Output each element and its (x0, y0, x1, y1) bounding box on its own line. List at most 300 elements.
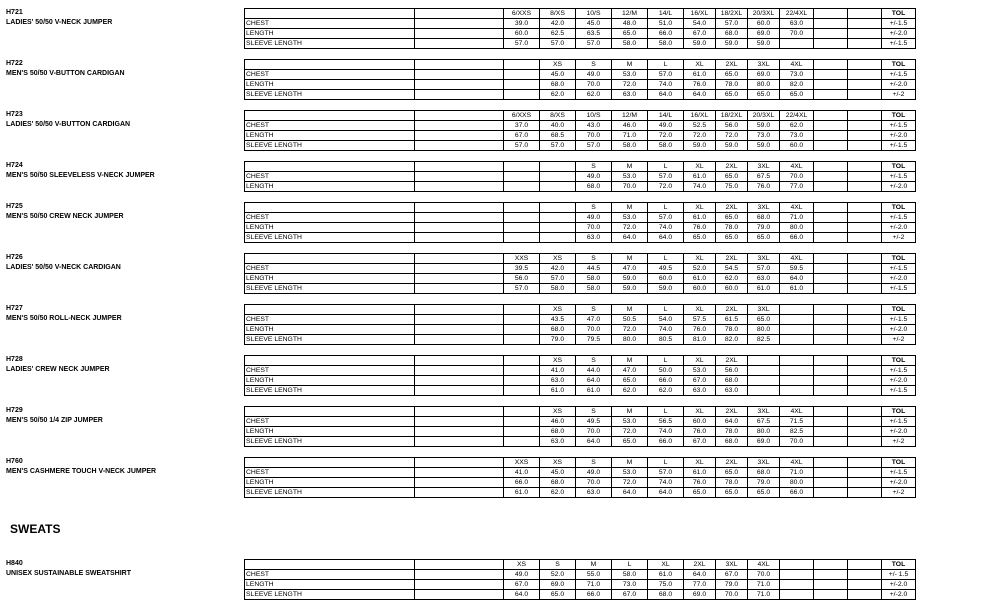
size-label: 3XL (748, 407, 780, 417)
measurement-value: 42.0 (540, 264, 576, 274)
measurement-value: 44.5 (576, 264, 612, 274)
measurement-value: 60.0 (716, 284, 748, 294)
size-label: 6/XXS (504, 111, 540, 121)
size-label (848, 162, 882, 172)
measurement-value: 47.0 (612, 366, 648, 376)
size-header-row (245, 9, 949, 19)
measurement-value: 70.0 (748, 570, 780, 580)
empty-cell (415, 417, 504, 427)
measurement-value: 70.0 (576, 325, 612, 335)
measurement-value: 72.0 (716, 131, 748, 141)
size-label (814, 356, 848, 366)
measurement-value: 64.0 (612, 233, 648, 243)
measurement-value (504, 182, 540, 192)
size-label: 4XL (780, 203, 814, 213)
measurement-value (848, 141, 882, 151)
empty-cell (415, 213, 504, 223)
size-table (244, 202, 949, 243)
measurement-value: 57.0 (716, 19, 748, 29)
label-cell (245, 9, 415, 19)
tol-header: TOL (882, 111, 916, 121)
empty-cell (415, 80, 504, 90)
measurement-row (245, 580, 949, 590)
measurement-value: 64.0 (684, 570, 716, 580)
measurement-value: 72.0 (612, 223, 648, 233)
measurement-row (245, 478, 949, 488)
tol-header: TOL (882, 560, 916, 570)
measurement-label: SLEEVE LENGTH (245, 335, 415, 345)
measurement-value: 57.0 (540, 141, 576, 151)
tolerance-value: +/-1.5 (882, 315, 916, 325)
measurement-value (814, 427, 848, 437)
product-code: H725 (6, 203, 23, 210)
measurement-value (814, 376, 848, 386)
measurement-value: 58.0 (576, 284, 612, 294)
measurement-value (814, 488, 848, 498)
tol-header: TOL (882, 60, 916, 70)
size-label: 22/4XL (780, 111, 814, 121)
measurement-row (245, 417, 949, 427)
measurement-value (504, 223, 540, 233)
measurement-value: 74.0 (648, 325, 684, 335)
measurement-value (848, 478, 882, 488)
measurement-value (540, 223, 576, 233)
size-label: XL (684, 305, 716, 315)
measurement-value (814, 264, 848, 274)
measurement-value (504, 427, 540, 437)
measurement-value (814, 478, 848, 488)
measurement-value: 60.0 (780, 141, 814, 151)
measurement-value (748, 376, 780, 386)
empty-cell (415, 356, 504, 366)
size-table (244, 406, 949, 447)
measurement-value (848, 427, 882, 437)
measurement-value: 68.0 (716, 376, 748, 386)
measurement-value: 70.0 (780, 437, 814, 447)
measurement-row (245, 264, 949, 274)
size-label: 18/2XL (716, 9, 748, 19)
measurement-value: 82.5 (748, 335, 780, 345)
size-table (244, 457, 949, 498)
measurement-value: 50.5 (612, 315, 648, 325)
measurement-value: 69.0 (748, 437, 780, 447)
measurement-value: 58.0 (612, 570, 648, 580)
measurement-value: 71.0 (780, 468, 814, 478)
measurement-row (245, 141, 949, 151)
size-label: L (648, 305, 684, 315)
measurement-label: LENGTH (245, 274, 415, 284)
measurement-value (848, 468, 882, 478)
size-label: L (648, 203, 684, 213)
product-name: MEN'S 50/50 V-BUTTON CARDIGAN (6, 70, 125, 77)
measurement-value (814, 570, 848, 580)
measurement-value (504, 417, 540, 427)
size-label (504, 203, 540, 213)
size-label: L (648, 60, 684, 70)
size-label (848, 560, 882, 570)
size-label (814, 203, 848, 213)
measurement-value: 69.0 (684, 590, 716, 600)
measurement-value: 61.0 (684, 172, 716, 182)
size-label: M (612, 162, 648, 172)
measurement-value: 57.5 (684, 315, 716, 325)
size-label: XS (540, 407, 576, 417)
measurement-value: 41.0 (540, 366, 576, 376)
measurement-value: 59.0 (748, 141, 780, 151)
measurement-value: 72.0 (684, 131, 716, 141)
tol-header: TOL (882, 162, 916, 172)
measurement-label: CHEST (245, 264, 415, 274)
measurement-value: 65.0 (612, 29, 648, 39)
measurement-value: 61.0 (684, 213, 716, 223)
product-code: H727 (6, 305, 23, 312)
measurement-value: 59.0 (748, 121, 780, 131)
empty-cell (415, 9, 504, 19)
size-header-row (245, 254, 949, 264)
measurement-label: SLEEVE LENGTH (245, 141, 415, 151)
measurement-value: 47.0 (612, 264, 648, 274)
size-label: 4XL (780, 458, 814, 468)
measurement-value (814, 80, 848, 90)
measurement-value (848, 274, 882, 284)
tolerance-value: +/-2 (882, 488, 916, 498)
measurement-value: 67.0 (504, 131, 540, 141)
measurement-row (245, 70, 949, 80)
measurement-label: CHEST (245, 417, 415, 427)
measurement-value (504, 315, 540, 325)
measurement-value: 72.0 (612, 80, 648, 90)
size-label: 4XL (780, 407, 814, 417)
size-label (780, 560, 814, 570)
measurement-value: 58.0 (576, 274, 612, 284)
measurement-value: 79.0 (748, 478, 780, 488)
tolerance-value: +/-1.5 (882, 366, 916, 376)
measurement-value: 67.5 (748, 172, 780, 182)
tol-header: TOL (882, 203, 916, 213)
tolerance-value: +/-1.5 (882, 39, 916, 49)
measurement-value (814, 121, 848, 131)
measurement-value: 70.0 (576, 223, 612, 233)
measurement-value: 57.0 (504, 284, 540, 294)
measurement-value: 73.0 (748, 131, 780, 141)
measurement-value: 63.0 (716, 386, 748, 396)
size-label: L (648, 407, 684, 417)
size-table (244, 559, 949, 600)
measurement-value: 60.0 (684, 417, 716, 427)
size-label: XS (540, 305, 576, 315)
measurement-value: 65.0 (716, 233, 748, 243)
measurement-value: 59.0 (612, 284, 648, 294)
measurement-value (848, 39, 882, 49)
size-label: L (648, 254, 684, 264)
measurement-value (814, 213, 848, 223)
empty-cell (415, 284, 504, 294)
product-code: H723 (6, 111, 23, 118)
size-label: 4XL (780, 60, 814, 70)
size-label: 12/M (612, 111, 648, 121)
size-label (504, 60, 540, 70)
size-label: 4XL (780, 162, 814, 172)
size-header-row (245, 458, 949, 468)
measurement-value: 57.0 (504, 39, 540, 49)
empty-cell (415, 468, 504, 478)
tolerance-value: +/-1.5 (882, 70, 916, 80)
size-label (540, 162, 576, 172)
measurement-row (245, 90, 949, 100)
measurement-value: 45.0 (540, 70, 576, 80)
measurement-label: CHEST (245, 468, 415, 478)
measurement-value: 68.0 (540, 325, 576, 335)
measurement-value: 70.0 (612, 182, 648, 192)
tolerance-value: +/-2.0 (882, 29, 916, 39)
measurement-value (814, 172, 848, 182)
tolerance-value: +/-2 (882, 233, 916, 243)
measurement-label: LENGTH (245, 478, 415, 488)
size-label: XL (684, 203, 716, 213)
size-label: L (612, 560, 648, 570)
measurement-value: 74.0 (648, 80, 684, 90)
measurement-value: 77.0 (684, 580, 716, 590)
measurement-value: 45.0 (576, 19, 612, 29)
measurement-value: 59.0 (648, 284, 684, 294)
measurement-value (780, 376, 814, 386)
empty-cell (415, 223, 504, 233)
empty-cell (415, 458, 504, 468)
empty-cell (415, 590, 504, 600)
measurement-value: 68.0 (716, 29, 748, 39)
measurement-value (780, 590, 814, 600)
measurement-value: 70.0 (780, 172, 814, 182)
measurement-value: 57.0 (504, 141, 540, 151)
tolerance-value: +/-1.5 (882, 213, 916, 223)
measurement-value: 58.0 (612, 141, 648, 151)
size-label: 12/M (612, 9, 648, 19)
measurement-value: 69.0 (748, 70, 780, 80)
tol-header: TOL (882, 458, 916, 468)
size-header-row (245, 407, 949, 417)
size-label: M (612, 60, 648, 70)
tolerance-value: +/-2.0 (882, 131, 916, 141)
size-label: 2XL (716, 407, 748, 417)
size-label: 2XL (716, 254, 748, 264)
measurement-value: 49.0 (648, 121, 684, 131)
size-label: S (576, 305, 612, 315)
measurement-value (848, 590, 882, 600)
size-label: L (648, 162, 684, 172)
empty-cell (415, 407, 504, 417)
measurement-value: 65.0 (748, 233, 780, 243)
measurement-value: 57.0 (748, 264, 780, 274)
size-label (504, 162, 540, 172)
size-table (244, 304, 949, 345)
size-label: XS (540, 60, 576, 70)
measurement-value: 65.0 (716, 90, 748, 100)
measurement-value: 68.0 (748, 468, 780, 478)
measurement-value: 54.0 (684, 19, 716, 29)
measurement-value: 69.0 (748, 29, 780, 39)
measurement-value (848, 325, 882, 335)
measurement-value: 59.0 (684, 141, 716, 151)
measurement-row (245, 468, 949, 478)
measurement-value: 57.0 (648, 172, 684, 182)
measurement-value: 61.0 (504, 488, 540, 498)
measurement-row (245, 386, 949, 396)
tolerance-value: +/-1.5 (882, 19, 916, 29)
measurement-value: 63.0 (576, 488, 612, 498)
size-label: XXS (504, 458, 540, 468)
measurement-value: 76.0 (748, 182, 780, 192)
size-label (814, 560, 848, 570)
measurement-row (245, 437, 949, 447)
label-cell (245, 111, 415, 121)
measurement-value: 76.0 (684, 80, 716, 90)
size-header-row (245, 111, 949, 121)
measurement-value: 62.0 (612, 386, 648, 396)
measurement-value: 82.5 (780, 427, 814, 437)
size-label (848, 356, 882, 366)
measurement-value: 59.0 (612, 274, 648, 284)
size-label: 3XL (716, 560, 748, 570)
measurement-row (245, 427, 949, 437)
empty-cell (415, 172, 504, 182)
size-label: S (576, 254, 612, 264)
measurement-value (814, 437, 848, 447)
measurement-value: 49.0 (576, 70, 612, 80)
measurement-value: 71.0 (748, 580, 780, 590)
measurement-value: 63.0 (684, 386, 716, 396)
measurement-row (245, 274, 949, 284)
measurement-value: 49.0 (576, 468, 612, 478)
label-cell (245, 162, 415, 172)
size-label (848, 407, 882, 417)
size-label (748, 356, 780, 366)
measurement-value: 70.0 (780, 29, 814, 39)
tolerance-value: +/-2.0 (882, 274, 916, 284)
measurement-value (814, 335, 848, 345)
size-label: XS (504, 560, 540, 570)
label-cell (245, 560, 415, 570)
measurement-row (245, 223, 949, 233)
product-code: H726 (6, 254, 23, 261)
measurement-value: 53.0 (612, 468, 648, 478)
measurement-value (848, 417, 882, 427)
size-label: 2XL (684, 560, 716, 570)
measurement-value: 79.0 (748, 223, 780, 233)
size-label: 3XL (748, 60, 780, 70)
measurement-value: 75.0 (648, 580, 684, 590)
size-label (848, 203, 882, 213)
tolerance-value: +/-2.0 (882, 376, 916, 386)
measurement-value: 49.5 (648, 264, 684, 274)
empty-cell (415, 274, 504, 284)
measurement-value (780, 315, 814, 325)
measurement-value: 44.0 (576, 366, 612, 376)
measurement-value: 65.0 (748, 315, 780, 325)
measurement-value (814, 590, 848, 600)
measurement-value: 67.0 (684, 29, 716, 39)
measurement-value: 73.0 (612, 580, 648, 590)
measurement-value: 45.0 (540, 468, 576, 478)
measurement-value: 61.0 (748, 284, 780, 294)
size-label (814, 60, 848, 70)
measurement-value (814, 386, 848, 396)
empty-cell (415, 560, 504, 570)
size-label: 20/3XL (748, 111, 780, 121)
size-label: 2XL (716, 203, 748, 213)
measurement-value: 71.0 (612, 131, 648, 141)
product-code: H760 (6, 458, 23, 465)
measurement-value (814, 366, 848, 376)
measurement-value (848, 580, 882, 590)
size-label (814, 162, 848, 172)
size-label: M (612, 458, 648, 468)
measurement-label: SLEEVE LENGTH (245, 386, 415, 396)
measurement-value (814, 39, 848, 49)
measurement-label: SLEEVE LENGTH (245, 233, 415, 243)
size-label: 20/3XL (748, 9, 780, 19)
measurement-value (780, 366, 814, 376)
measurement-value (814, 223, 848, 233)
measurement-value: 81.0 (684, 335, 716, 345)
measurement-value (848, 335, 882, 345)
measurement-value: 63.0 (780, 19, 814, 29)
size-label: M (612, 254, 648, 264)
empty-cell (415, 488, 504, 498)
product-code: H728 (6, 356, 23, 363)
size-label (814, 254, 848, 264)
measurement-value: 43.0 (576, 121, 612, 131)
measurement-row (245, 29, 949, 39)
measurement-value: 62.0 (780, 121, 814, 131)
measurement-value: 54.0 (648, 315, 684, 325)
size-label (848, 254, 882, 264)
measurement-value (848, 19, 882, 29)
measurement-label: LENGTH (245, 580, 415, 590)
measurement-row (245, 233, 949, 243)
size-label: L (648, 458, 684, 468)
empty-cell (415, 203, 504, 213)
tolerance-value: +/-2.0 (882, 580, 916, 590)
size-label: 16/XL (684, 111, 716, 121)
size-label: 8/XS (540, 9, 576, 19)
empty-cell (415, 366, 504, 376)
measurement-value (848, 437, 882, 447)
size-label: L (648, 356, 684, 366)
measurement-value (814, 29, 848, 39)
tolerance-value: +/-2.0 (882, 80, 916, 90)
measurement-value (848, 315, 882, 325)
measurement-value: 80.5 (648, 335, 684, 345)
size-label: 3XL (748, 203, 780, 213)
measurement-value: 68.0 (748, 213, 780, 223)
size-label: XL (684, 254, 716, 264)
measurement-value: 53.0 (612, 213, 648, 223)
size-table (244, 355, 949, 396)
measurement-value: 79.0 (716, 580, 748, 590)
measurement-label: LENGTH (245, 80, 415, 90)
size-label: 6/XXS (504, 9, 540, 19)
measurement-value (848, 264, 882, 274)
measurement-value: 62.0 (716, 274, 748, 284)
measurement-value: 66.0 (780, 233, 814, 243)
measurement-label: SLEEVE LENGTH (245, 39, 415, 49)
measurement-value: 67.0 (684, 437, 716, 447)
size-label: 4XL (748, 560, 780, 570)
measurement-value: 53.0 (684, 366, 716, 376)
measurement-value (748, 386, 780, 396)
measurement-value: 79.5 (576, 335, 612, 345)
measurement-value: 64.0 (576, 437, 612, 447)
